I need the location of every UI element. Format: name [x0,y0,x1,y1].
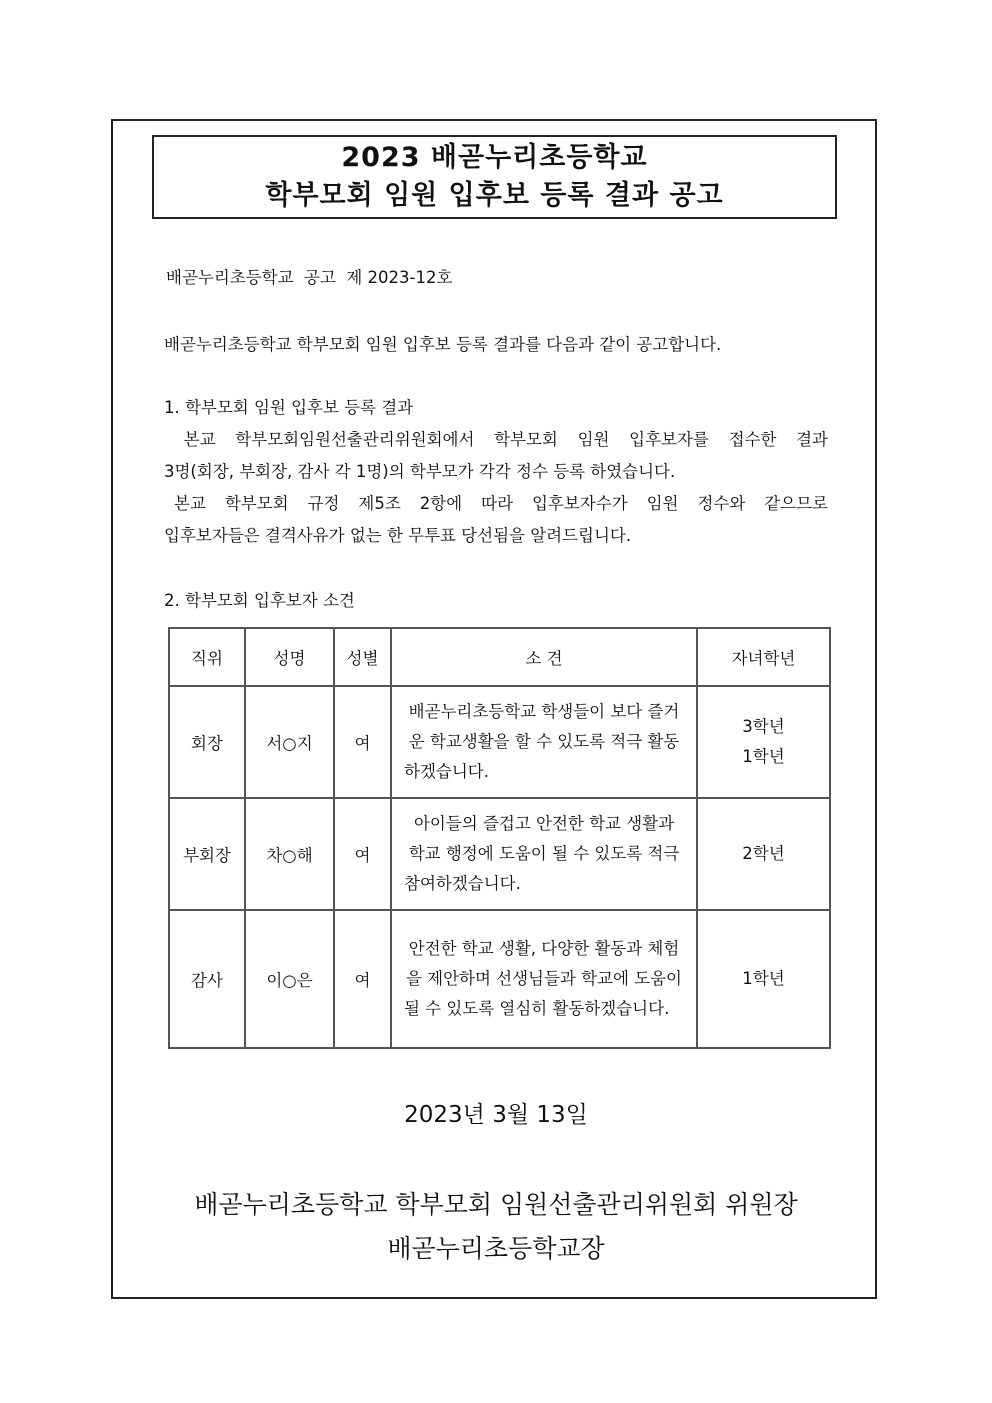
table-row [169,686,830,798]
cell-name: 서○지 [245,686,334,798]
section1-p1-line2: 3명(회장, 부회장, 감사 각 1명)의 학부모가 각각 정수 등록 하였습니다. [164,462,676,481]
section1-p1-line1: 본교 학부모회임원선출관리위원회에서 학부모회 임원 입후보자를 접수한 결과 [164,430,828,449]
cell-name: 이○은 [245,910,334,1048]
section2-heading: 2. 학부모회 입후보자 소견 [164,591,355,610]
header-name: 성명 [245,628,334,686]
table-header-row [169,628,830,686]
cell-child-grade [697,686,830,798]
signer-principal: 배곧누리초등학교장 [387,1234,605,1263]
section1-heading: 1. 학부모회 임원 입후보 등록 결과 [164,398,414,417]
table-row [169,798,830,910]
intro-text: 배곧누리초등학교 학부모회 임원 입후보 등록 결과를 다음과 같이 공고합니다. [164,335,722,354]
cell-opinion: 안전한 학교 생활, 다양한 활동과 체험을 제안하며 선생님들과 학교에 도움이 될 수 있도록 열심히 활동하겠습니다. [391,910,697,1048]
title-box [152,135,837,219]
header-child-grade: 자녀학년 [697,628,830,686]
title-line-2: 학부모회 임원 입후보 등록 결과 공고 [265,180,724,211]
candidate-table [168,627,831,1049]
cell-opinion: 아이들의 즐겁고 안전한 학교 생활과 학교 행정에 도움이 될 수 있도록 적극 참여하겠습니다. [391,798,697,910]
header-position: 직위 [169,628,245,686]
header-opinion: 소 견 [391,628,697,686]
grade-line: 2학년 [742,844,785,863]
cell-gender: 여 [334,686,391,798]
cell-position: 회장 [169,686,245,798]
signer-committee-chair: 배곧누리초등학교 학부모회 임원선출관리위원회 위원장 [194,1190,798,1219]
cell-position: 감사 [169,910,245,1048]
cell-child-grade [697,910,830,1048]
grade-line: 3학년 [742,717,785,736]
table-row [169,910,830,1048]
section1-p2-line1: 본교 학부모회 규정 제5조 2항에 따라 입후보자수가 임원 정수와 같으므로 [174,494,828,513]
notice-number: 배곧누리초등학교 공고 제 2023-12호 [166,268,453,287]
cell-position: 부회장 [169,798,245,910]
grade-line: 1학년 [742,969,785,988]
cell-opinion: 배곧누리초등학교 학생들이 보다 즐거운 학교생활을 할 수 있도록 적극 활동하겠습니다. [391,686,697,798]
section1-p2-line2: 입후보자들은 결격사유가 없는 한 무투표 당선됨을 알려드립니다. [164,526,632,545]
cell-child-grade [697,798,830,910]
cell-gender: 여 [334,910,391,1048]
grade-line: 1학년 [742,747,785,766]
title-line-1: 2023 배곧누리초등학교 [341,142,648,173]
cell-gender: 여 [334,798,391,910]
notice-date: 2023년 3월 13일 [404,1102,588,1128]
header-gender: 성별 [334,628,391,686]
cell-name: 차○해 [245,798,334,910]
